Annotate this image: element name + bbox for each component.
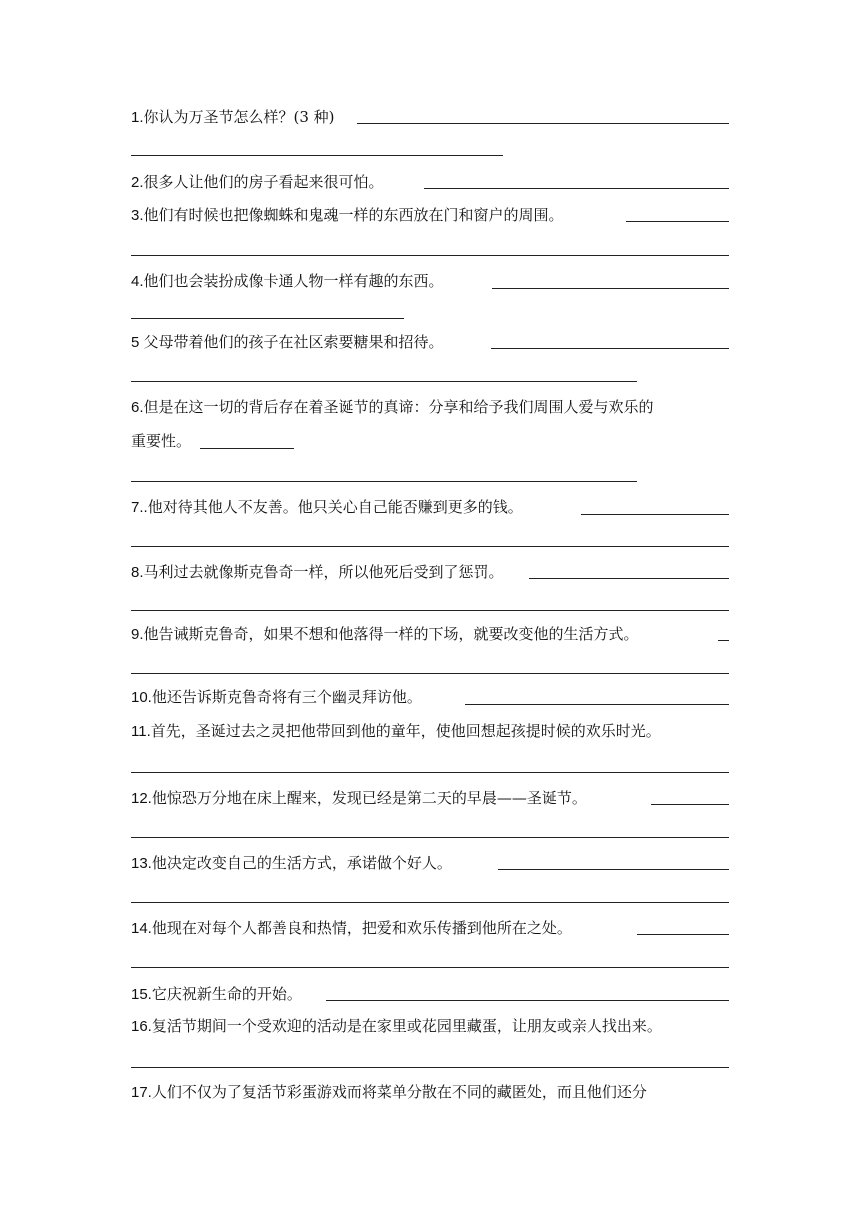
- question-12: [131, 788, 587, 809]
- answer-line[interactable]: [131, 610, 729, 611]
- question-number: 3.: [131, 207, 144, 224]
- question-number: 15.: [131, 986, 152, 1003]
- answer-line[interactable]: [357, 123, 729, 124]
- answer-line[interactable]: [492, 288, 729, 289]
- question-text: 马利过去就像斯克鲁奇一样，所以他死后受到了惩罚。: [143, 563, 504, 581]
- answer-line[interactable]: [131, 546, 729, 547]
- question-text: 他们有时候也把像蜘蛛和鬼魂一样的东西放在门和窗户的周围。: [143, 206, 564, 224]
- answer-line[interactable]: [131, 481, 637, 482]
- question-number: 17.: [131, 1084, 152, 1101]
- answer-line[interactable]: [626, 221, 729, 222]
- question-5: [131, 332, 444, 353]
- question-text: 他们也会装扮成像卡通人物一样有趣的东西。: [143, 272, 444, 290]
- question-text: 他现在对每个人都善良和热情，把爱和欢乐传播到他所在之处。: [151, 919, 572, 937]
- question-number: 12.: [131, 790, 152, 807]
- answer-line[interactable]: [131, 772, 729, 773]
- question-text: 复活节期间一个受欢迎的活动是在家里或花园里藏蛋，让朋友或亲人找出来。: [151, 1017, 662, 1035]
- answer-line[interactable]: [131, 673, 729, 674]
- answer-line[interactable]: [651, 804, 729, 805]
- answer-line[interactable]: [131, 318, 404, 319]
- answer-line[interactable]: [131, 1067, 729, 1068]
- question-text: 父母带着他们的孩子在社区索要糖果和招待。: [143, 333, 444, 351]
- question-3: [131, 205, 564, 226]
- question-number: 5: [131, 334, 144, 351]
- question-9: [131, 624, 639, 645]
- question-16: [131, 1016, 662, 1037]
- question-text: 你认为万圣节怎么样？(3 种): [143, 108, 335, 126]
- question-8: [131, 562, 504, 583]
- answer-line[interactable]: [424, 188, 729, 189]
- question-number: 13.: [131, 855, 152, 872]
- question-text: 但是在这一切的背后存在着圣诞节的真谛：分享和给予我们周围人爱与欢乐的: [143, 398, 654, 416]
- answer-line[interactable]: [200, 448, 294, 449]
- question-number: 4.: [131, 273, 144, 290]
- question-text: 人们不仅为了复活节彩蛋游戏而将菜单分散在不同的藏匿处，而且他们还分: [151, 1083, 647, 1101]
- question-7: [131, 497, 523, 518]
- answer-line[interactable]: [131, 381, 637, 382]
- answer-line[interactable]: [131, 255, 729, 256]
- question-text: 它庆祝新生命的开始。: [151, 985, 302, 1003]
- question-6-continued: 重要性。: [131, 432, 192, 450]
- question-number: 10.: [131, 689, 152, 706]
- question-text: 很多人让他们的房子看起来很可怕。: [143, 173, 384, 191]
- answer-line[interactable]: [326, 1000, 729, 1001]
- answer-line[interactable]: [718, 640, 729, 641]
- question-number: 11.: [131, 723, 151, 740]
- question-11: [131, 721, 661, 742]
- question-number: 8.: [131, 564, 144, 581]
- question-15: [131, 984, 302, 1005]
- question-number: 1.: [131, 109, 144, 126]
- answer-line[interactable]: [465, 704, 729, 705]
- question-text: 他还告诉斯克鲁奇将有三个幽灵拜访他。: [151, 688, 422, 706]
- answer-line[interactable]: [498, 869, 729, 870]
- question-text: 他惊恐万分地在床上醒来，发现已经是第二天的早晨——圣诞节。: [151, 789, 587, 807]
- question-number: 2.: [131, 174, 144, 191]
- question-2: [131, 172, 384, 193]
- answer-line[interactable]: [131, 967, 729, 968]
- question-number: 6.: [131, 399, 144, 416]
- question-number: 7..: [131, 499, 148, 516]
- question-13: [131, 853, 452, 874]
- question-number: 16.: [131, 1018, 152, 1035]
- question-text: 他对待其他人不友善。他只关心自己能否赚到更多的钱。: [147, 498, 523, 516]
- answer-line[interactable]: [637, 934, 729, 935]
- question-text: 他决定改变自己的生活方式，承诺做个好人。: [151, 854, 452, 872]
- question-text: 他告诫斯克鲁奇，如果不想和他落得一样的下场，就要改变他的生活方式。: [143, 625, 639, 643]
- question-14: [131, 918, 572, 939]
- answer-line[interactable]: [491, 348, 729, 349]
- question-10: [131, 687, 422, 708]
- answer-line[interactable]: [529, 578, 729, 579]
- question-text: 首先，圣诞过去之灵把他带回到他的童年，使他回想起孩提时候的欢乐时光。: [150, 722, 661, 740]
- question-1: [131, 107, 335, 128]
- answer-line[interactable]: [131, 837, 729, 838]
- question-4: [131, 271, 444, 292]
- question-6: [131, 397, 654, 418]
- question-17: [131, 1082, 647, 1103]
- answer-line[interactable]: [131, 902, 729, 903]
- answer-line[interactable]: [131, 155, 503, 156]
- question-number: 14.: [131, 920, 152, 937]
- answer-line[interactable]: [581, 514, 729, 515]
- question-number: 9.: [131, 626, 144, 643]
